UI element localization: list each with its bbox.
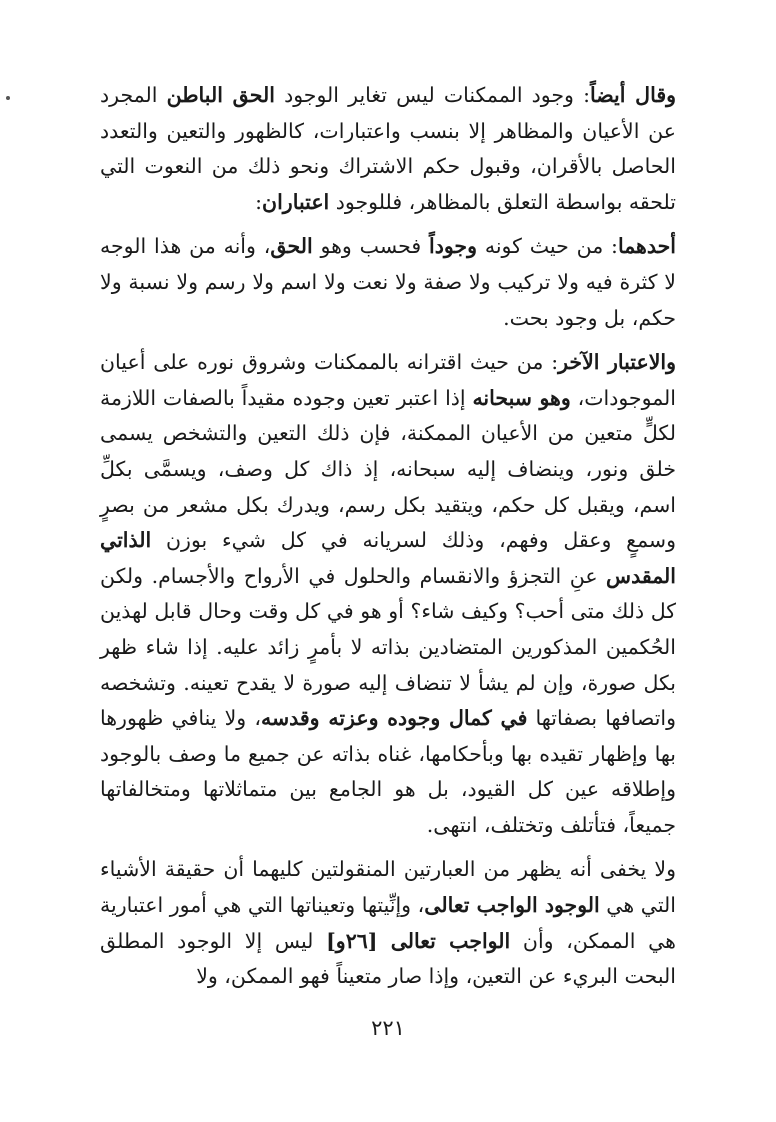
text-run: ، وأنه من هذا الوجه لا كثرة فيه ولا تركيب ولا صفة ولا نعت ولا اسم ولا رسم ولا نسبة ولا حكم، بل وجود بحت. xyxy=(100,234,676,330)
paragraph-1 xyxy=(100,78,676,220)
text-run: ، ولا ينافي ظهورها بها وإظهار تقيده بها وبأحكامها، غناه بذاته عن جميع ما وصف بالوجود وإطلاقه عين كل القيود، بل هو الجامع بين متماثلاتها ومتخالفاتها جميعاً، فتأتلف وتختلف، انتهى. xyxy=(100,706,676,837)
page-number: ٢٢١ xyxy=(371,1016,405,1040)
text-run: المجرد عن الأعيان والمظاهر إلا بنسب واعتبارات، كالظهور والتعين والتعدد الحاصل بالأقران، وقبول حكم الاشتراك ونحو ذلك من النعوت التي تلحقه بواسطة التعلق بالمظاهر، فللوجود xyxy=(100,83,676,214)
text-run: ، وإنِّيتها وتعيناتها التي هي أمور اعتبارية هي الممكن، وأن xyxy=(100,893,676,953)
paragraph-2 xyxy=(100,229,676,336)
bold-phrase: اعتباران xyxy=(262,189,330,214)
bold-phrase: وجوداً xyxy=(429,234,477,259)
text-run: : من حيث اقترانه بالممكنات وشروق نوره على أعيان الموجودات، xyxy=(100,350,676,410)
text-run: : من حيث كونه xyxy=(477,234,618,259)
bold-phrase: الواجب تعالى [٢٦و] xyxy=(326,928,511,953)
bold-phrase: وقال أيضاً xyxy=(590,83,677,107)
text-run: فحسب وهو xyxy=(312,234,429,259)
bold-phrase: الحق الباطن xyxy=(166,83,275,107)
bold-phrase: الحق xyxy=(270,234,313,259)
text-run: : xyxy=(255,189,263,214)
bold-phrase: وهو سبحانه xyxy=(472,385,571,410)
bold-phrase: والاعتبار الآخر xyxy=(558,350,676,375)
bold-phrase: الذاتي المقدس xyxy=(100,528,676,588)
margin-dot xyxy=(6,96,10,100)
text-run: : وجود الممكنات ليس تغاير الوجود xyxy=(274,83,590,107)
bold-phrase: الوجود الواجب تعالى xyxy=(424,893,600,918)
paragraph-4 xyxy=(100,852,676,994)
text-run: إذا اعتبر تعين وجوده مقيداً بالصفات اللازمة لكلٍّ متعين من الأعيان الممكنة، فإن ذلك التعين والتشخص يسمى خلق ونور، وينضاف إليه سبحانه، إذ ذاك كل وصف، ويسمَّى بكلِّ اسم، ويقبل كل حكم، ويتقيد بكل رسم، ويدرك بكل مشعر من بصرٍ وسمعٍ وعقل وفهم، وذلك لسريانه في كل شيء بوزن xyxy=(100,385,676,553)
paragraph-3 xyxy=(100,345,676,843)
main-text xyxy=(100,78,676,1004)
bold-phrase: أحدهما xyxy=(617,234,676,259)
bold-phrase: في كمال وجوده وعزته وقدسه xyxy=(260,706,528,731)
text-run: ولا يخفى أنه يظهر من العبارتين المنقولتين كليهما أن حقيقة الأشياء التي هي xyxy=(100,857,676,918)
text-run: عنِ التجزؤ والانقسام والحلول في الأرواح والأجسام. ولكن كل ذلك متى أحب؟ وكيف شاء؟ أو هو في كل وقت وحال قابل لهذين الحُكمين المذكورين المتضادين بذاته لا بأمرٍ زائد عليه. إذا شاء ظهر بكل صورة، وإن لم يشأ لا تنضاف إليه صورة لا يقدح تعينه. وتشخصه واتصافها بصفاتها xyxy=(100,563,677,731)
text-run: ليس إلا الوجود المطلق البحت البريء عن التعين، وإذا صار متعيناً فهو الممكن، ولا xyxy=(100,928,676,989)
